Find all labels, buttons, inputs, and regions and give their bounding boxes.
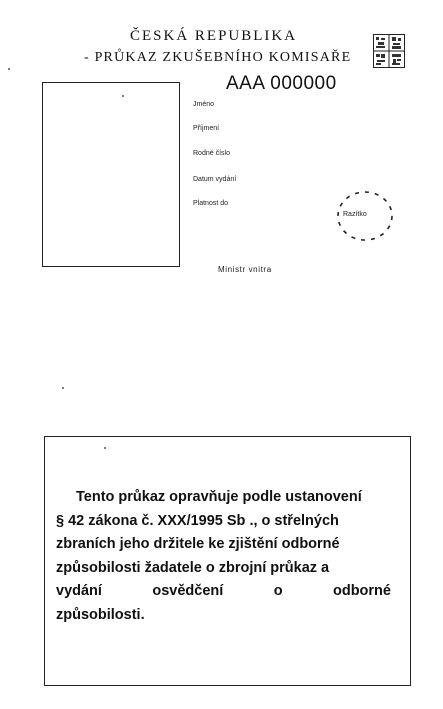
scan-speck (62, 387, 64, 389)
text-line: zbraních jeho držitele ke zjištění odborné (56, 536, 340, 552)
text-word: odborné (332, 583, 391, 599)
text-word: vydání (56, 583, 102, 599)
text-word: osvědčení (152, 583, 224, 599)
card-title: - PRŮKAZ ZKUŠEBNÍHO KOMISAŘE (84, 50, 352, 65)
authorization-text (56, 486, 391, 627)
issuer-signature-line: Ministr vnitra (218, 265, 272, 274)
text-line: způsobilosti. (56, 606, 145, 623)
card-title-text: PRŮKAZ ZKUŠEBNÍHO KOMISAŘE (94, 50, 352, 65)
field-valid-until: Platnost do (193, 200, 229, 207)
text-line: § 42 zákona č. XXX/1995 Sb ., o střelných (56, 512, 339, 529)
text-line-justified (56, 580, 391, 604)
country-title: ČESKÁ REPUBLIKA (130, 28, 298, 44)
field-surname: Příjmení (193, 125, 220, 132)
field-birth-number: Rodné číslo (193, 150, 230, 157)
text-line: Tento průkaz opravňuje podle ustanovení (76, 489, 362, 505)
scan-speck (122, 95, 124, 97)
text-line: způsobilosti žadatele o zbrojní průkaz a (56, 559, 330, 576)
photo-placeholder (42, 82, 180, 267)
field-first-name: Jméno (193, 101, 215, 108)
stamp-label: Razítko (343, 211, 367, 218)
field-issue-date: Datum vydání (193, 176, 237, 183)
text-word: o (273, 583, 283, 599)
state-emblem-icon (373, 34, 405, 68)
scan-speck (8, 68, 10, 70)
card-number: AAA 000000 (226, 73, 337, 94)
